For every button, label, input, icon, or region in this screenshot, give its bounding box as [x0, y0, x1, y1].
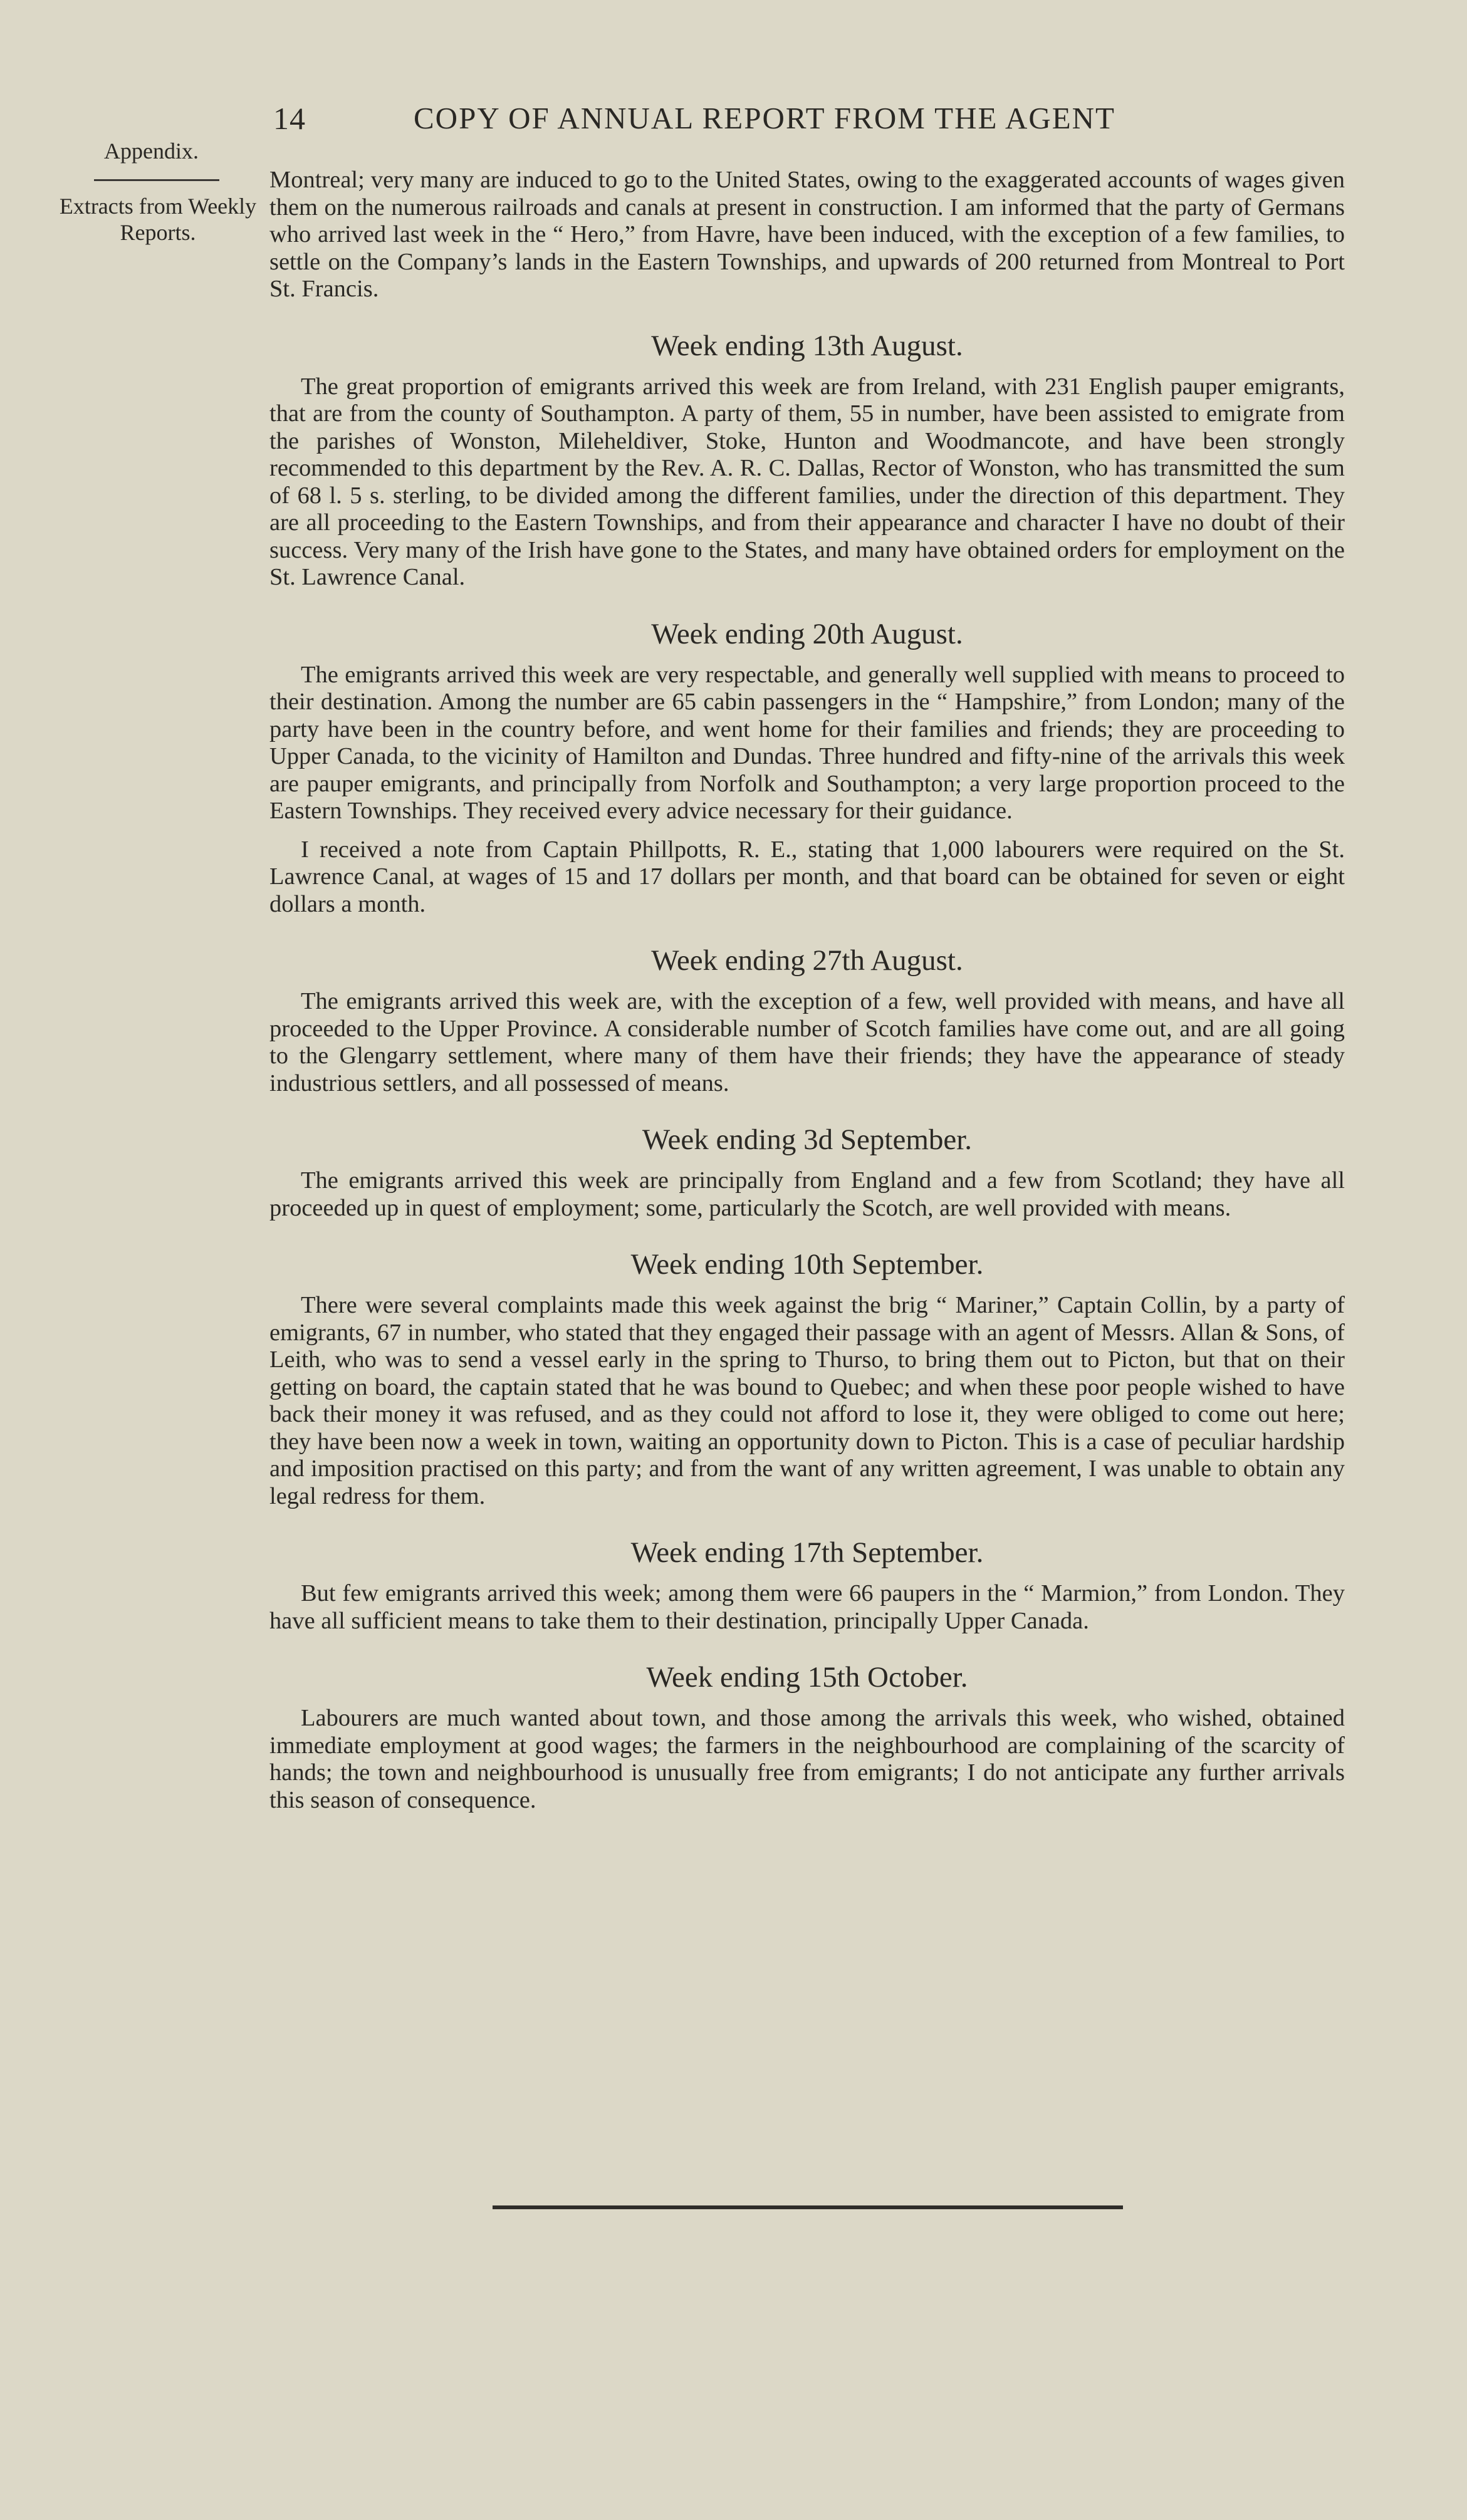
section-heading: Week ending 17th September. — [630, 1536, 984, 1569]
section-paragraph: But few emigrants arrived this week; among them were 66 paupers in the “ Marmion,” from London. They have all sufficient means to take them to their destination, principally Upper Canada. — [269, 1580, 1345, 1634]
section-heading: Week ending 13th August. — [651, 329, 963, 362]
margin-note-appendix: Appendix. — [104, 138, 199, 164]
section-paragraph: The great proportion of emigrants arrived this week are from Ireland, with 231 English pauper emigrants, that are from the county of Southampton. A party of them, 55 in number, have been assisted to emigrate from the parishes of Wonston, Mileheldiver, Stoke, Hunton and Woodmancote, and have been strongly recommended to this department by the Rev. A. R. C. Dallas, Rector of Wonston, who has transmitted the sum of 68 l. 5 s. sterling, to be divided among the different families, under the direction of this department. They are all proceeding to the Eastern Townships, and from their appearance and character I have no doubt of their success. Very many of the Irish have gone to the States, and many have obtained orders for employment on the St. Lawrence Canal. — [269, 373, 1345, 590]
page-number: 14 — [273, 101, 306, 136]
report-body — [269, 167, 1345, 1814]
section-paragraph: The emigrants arrived this week are principally from England and a few from Scotland; they have all proceeded up in quest of employment; some, particularly the Scotch, are well provided with means. — [269, 1167, 1345, 1221]
section-paragraph: The emigrants arrived this week are, with the exception of a few, well provided with means, and have all proceeded to the Upper Province. A considerable number of Scotch families have come out, and are all going to the Glengarry settlement, where many of them have their friends; they have the appearance of steady industrious settlers, and all possessed of means. — [269, 988, 1345, 1096]
section-heading: Week ending 3d September. — [642, 1123, 973, 1156]
section-heading: Week ending 15th October. — [646, 1661, 968, 1694]
margin-note-extracts: Extracts from Weekly Reports. — [59, 194, 257, 245]
section-paragraph: Labourers are much wanted about town, and those among the arrivals this week, who wished, obtained immediate employment at good wages; the farmers in the neighbourhood are complaining of the scarcity of hands; the town and neighbourhood is unusually free from emigrants; I do not anticipate any further arrivals this season of consequence. — [269, 1705, 1345, 1813]
intro-paragraph: Montreal; very many are induced to go to the United States, owing to the exaggerated accounts of wages given them on the numerous railroads and canals at present in construction. I am informed that the party of Germans who arrived last week in the “ Hero,” from Havre, have been induced, with the exception of a few families, to settle on the Company’s lands in the Eastern Townships, and upwards of 200 returned from Montreal to Port St. Francis. — [269, 167, 1345, 302]
end-rule — [493, 2205, 1123, 2209]
section-heading: Week ending 10th September. — [630, 1248, 984, 1281]
section-heading: Week ending 20th August. — [651, 617, 963, 650]
running-head: COPY OF ANNUAL REPORT FROM THE AGENT — [414, 101, 1115, 135]
section-paragraph: There were several complaints made this week against the brig “ Mariner,” Captain Collin, by a party of emigrants, 67 in number, who stated that they engaged their passage with an agent of Messrs. Allan & Sons, of Leith, who was to send a vessel early in the spring to Thurso, to bring them out to Picton, but that on their getting on board, the captain stated that he was bound to Quebec; and when these poor people wished to have back their money it was refused, and as they could not afford to lose it, they were obliged to come out here; they have been now a week in town, waiting an opportunity down to Picton. This is a case of peculiar hardship and imposition practised on this party; and from the want of any written agreement, I was unable to obtain any legal redress for them. — [269, 1292, 1345, 1509]
section-heading: Week ending 27th August. — [651, 944, 963, 977]
margin-rule — [94, 179, 219, 181]
section-paragraph: I received a note from Captain Phillpotts, R. E., stating that 1,000 labourers were required on the St. Lawrence Canal, at wages of 15 and 17 dollars per month, and that board can be obtained for seven or eight dollars a month. — [269, 836, 1345, 917]
section-paragraph: The emigrants arrived this week are very respectable, and generally well supplied with means to proceed to their destination. Among the number are 65 cabin passengers in the “ Hampshire,” from London; many of the party have been in the country before, and went home for their families and friends; they are proceeding to Upper Canada, to the vicinity of Hamilton and Dundas. Three hundred and fifty-nine of the arrivals this week are pauper emigrants, and principally from Norfolk and Southampton; a very large proportion proceed to the Eastern Townships. They received every advice necessary for their guidance. — [269, 661, 1345, 824]
